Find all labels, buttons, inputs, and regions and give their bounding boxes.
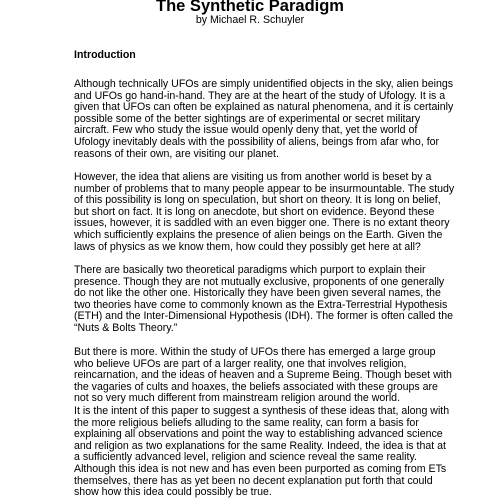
text-line: Although this idea is not new and has even been purported as coming from ETs <box>74 462 447 475</box>
text-line: However, the idea that aliens are visiting us from another world is beset by a <box>74 171 432 183</box>
text-line: Although technically UFOs are simply unidentified objects in the sky, alien beings <box>74 78 454 90</box>
document-title: The Synthetic Paradigm <box>156 0 344 15</box>
paragraph-3 <box>74 264 453 335</box>
text-line: reincarnation, and the ideas of heaven and a Supreme Being. Though beset with <box>74 369 452 382</box>
text-line: do not like the other one. Historically they have been given several names, the <box>74 287 441 300</box>
text-line: explaining all observations and point the way to establishing advanced science <box>74 428 443 441</box>
text-line: “Nuts & Bolts Theory.” <box>74 321 178 334</box>
text-line: number of problems that to many people appear to be insurmountable. The study <box>74 182 455 195</box>
paragraph-1 <box>74 78 454 160</box>
text-line: (ETH) and the Inter-Dimensional Hypothesis (IDH). The former is often called the <box>74 310 453 323</box>
text-line: not so very much different from mainstream religion around the world. <box>74 392 401 405</box>
text-line: two theories have come to commonly known as the Extra-Terrestrial Hypothesis <box>74 298 448 311</box>
text-line: show how this idea could possibly be true. <box>74 486 272 499</box>
text-line: the vagaries of cults and hoaxes, the beliefs associated with these groups are <box>74 380 438 393</box>
text-line: and UFOs go hand-in-hand. They are at the heart of the study of Ufology. It is a <box>74 89 446 102</box>
text-line: There are basically two theoretical paradigms which purport to explain their <box>74 264 426 276</box>
section-heading: Introduction <box>74 49 136 61</box>
text-line: Ufology inevitably deals with the possibility of aliens, beings from afar who, for <box>74 135 440 148</box>
paragraph-4 <box>74 346 452 405</box>
text-line: and religion as two explanations for the same Reality. Indeed, the idea is that at <box>74 439 446 452</box>
text-line: themselves, there has as yet been no decent explanation put forth that could <box>74 474 433 487</box>
paragraph-5 <box>74 405 450 499</box>
text-line: given that UFOs can often be explained as natural phenomena, and it is certainly <box>74 101 454 114</box>
author-byline: by Michael R. Schuyler <box>195 14 305 26</box>
text-line: laws of physics as we know them, how could they possibly get here at all? <box>74 240 421 253</box>
text-line: a sufficiently advanced level, religion and science reveal the same reality. <box>74 451 417 464</box>
text-line: But there is more. Within the study of UFOs there has emerged a large group <box>74 346 436 358</box>
text-line: reasons of their own, are visiting our planet. <box>74 147 279 160</box>
text-line: who believe UFOs are part of a larger reality, one that involves religion, <box>74 357 407 370</box>
text-line: presence. Though they are not mutually exclusive, proponents of one generally <box>74 275 445 288</box>
text-line: issues, however, it is saddled with an even bigger one. There is no extant theory <box>74 217 450 230</box>
text-line: aircraft. Few who study the issue would openly deny that, yet the world of <box>74 124 418 137</box>
paragraph-2 <box>74 171 455 253</box>
text-line: possible some of the better sightings are of experimental or secret military <box>74 112 421 125</box>
text-line: which sufficiently explains the presence of alien beings on the Earth. Given the <box>74 228 443 241</box>
text-line: the more religious beliefs alluding to the same reality, can form a basis for <box>74 416 419 429</box>
text-line: of this possibility is long on speculation, but short on theory. It is long on belief, <box>74 194 441 207</box>
text-line: but short on fact. It is long on anecdote, but short on evidence. Beyond these <box>74 205 435 218</box>
text-line: It is the intent of this paper to suggest a synthesis of these ideas that, along with <box>74 405 450 417</box>
